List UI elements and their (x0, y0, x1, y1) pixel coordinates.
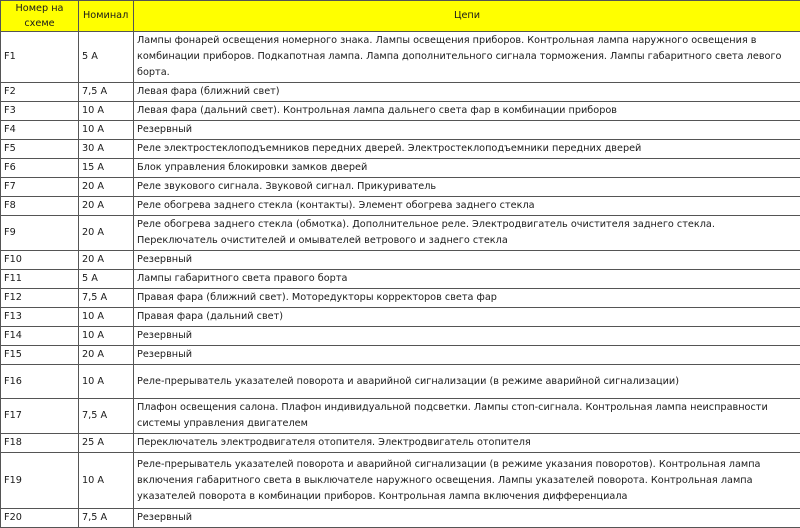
fuse-circuits: Реле обогрева заднего стекла (обмотка). Дополнительное реле. Электродвигатель очистителя заднего стекла. Переключатель очистителей и омывателей ветрового и заднего стекла (134, 216, 800, 251)
table-row (1, 509, 800, 528)
table-row (1, 121, 800, 140)
fuse-number: F2 (1, 83, 79, 102)
fuse-rating: 10 А (79, 121, 134, 140)
fuse-number: F8 (1, 197, 79, 216)
fuse-rating: 10 А (79, 327, 134, 346)
header-circuits: Цепи (134, 1, 800, 32)
fuse-circuits: Реле-прерыватель указателей поворота и аварийной сигнализации (в режиме аварийной сигнализации) (134, 365, 800, 399)
table-row (1, 289, 800, 308)
table-row (1, 434, 800, 453)
fuse-number: F19 (1, 453, 79, 509)
fuse-rating: 7,5 А (79, 509, 134, 528)
table-row (1, 453, 800, 509)
fuse-circuits: Реле-прерыватель указателей поворота и аварийной сигнализации (в режиме указания поворотов). Контрольная лампа включения габаритного света в выключателе наружного освещения. Лампы указателей поворота. Контрольная лампа указателей поворота в комбинации приборов. Контрольная лампа включения дифференциала (134, 453, 800, 509)
fuse-rating: 20 А (79, 346, 134, 365)
fuse-circuits: Плафон освещения салона. Плафон индивидуальной подсветки. Лампы стоп-сигнала. Контрольная лампа неисправности системы управления двигателем (134, 399, 800, 434)
table-row (1, 399, 800, 434)
table-row (1, 327, 800, 346)
fuse-circuits: Левая фара (ближний свет) (134, 83, 800, 102)
fuse-circuits: Левая фара (дальний свет). Контрольная лампа дальнего света фар в комбинации приборов (134, 102, 800, 121)
fuse-circuits: Переключатель электродвигателя отопителя. Электродвигатель отопителя (134, 434, 800, 453)
fuse-circuits: Реле электростеклоподъемников передних дверей. Электростеклоподъемники передних дверей (134, 140, 800, 159)
fuse-circuits: Резервный (134, 346, 800, 365)
fuse-number: F4 (1, 121, 79, 140)
table-row (1, 308, 800, 327)
table-row (1, 102, 800, 121)
header-row (1, 1, 800, 32)
table-row (1, 365, 800, 399)
fuse-rating: 30 А (79, 140, 134, 159)
fuse-rating: 20 А (79, 178, 134, 197)
table-row (1, 159, 800, 178)
table-row (1, 251, 800, 270)
table-row (1, 216, 800, 251)
fuse-circuits: Реле обогрева заднего стекла (контакты). Элемент обогрева заднего стекла (134, 197, 800, 216)
fuse-number: F17 (1, 399, 79, 434)
fuse-circuits: Лампы фонарей освещения номерного знака. Лампы освещения приборов. Контрольная лампа наружного освещения в комбинации приборов. Подкапотная лампа. Лампа дополнительного сигнала торможения. Лампы габаритного света левого борта. (134, 32, 800, 83)
fuse-rating: 10 А (79, 453, 134, 509)
fuse-circuits: Реле звукового сигнала. Звуковой сигнал. Прикуриватель (134, 178, 800, 197)
fuse-rating: 5 А (79, 32, 134, 83)
fuse-number: F15 (1, 346, 79, 365)
fuse-number: F14 (1, 327, 79, 346)
fuse-circuits: Правая фара (ближний свет). Моторедукторы корректоров света фар (134, 289, 800, 308)
fuse-rating: 20 А (79, 216, 134, 251)
fuse-number: F11 (1, 270, 79, 289)
fuse-number: F16 (1, 365, 79, 399)
fuse-rating: 7,5 А (79, 289, 134, 308)
table-row (1, 140, 800, 159)
fuse-circuits: Резервный (134, 509, 800, 528)
header-rating: Номинал (79, 1, 134, 32)
table-row (1, 32, 800, 83)
fuse-number: F6 (1, 159, 79, 178)
fuse-circuits: Резервный (134, 251, 800, 270)
fuse-rating: 10 А (79, 365, 134, 399)
fuse-number: F7 (1, 178, 79, 197)
fuse-rating: 5 А (79, 270, 134, 289)
fuse-rating: 7,5 А (79, 83, 134, 102)
table-row (1, 270, 800, 289)
fuse-rating: 10 А (79, 308, 134, 327)
fuse-circuits: Резервный (134, 327, 800, 346)
table-row (1, 178, 800, 197)
table-row (1, 197, 800, 216)
fuse-rating: 10 А (79, 102, 134, 121)
fuse-number: F9 (1, 216, 79, 251)
fuse-number: F12 (1, 289, 79, 308)
fuse-number: F13 (1, 308, 79, 327)
fuse-number: F3 (1, 102, 79, 121)
fuse-rating: 7,5 А (79, 399, 134, 434)
fuse-circuits: Блок управления блокировки замков дверей (134, 159, 800, 178)
fuse-circuits: Резервный (134, 121, 800, 140)
fuse-circuits: Правая фара (дальний свет) (134, 308, 800, 327)
header-number: Номер на схеме (1, 1, 79, 32)
fuse-rating: 25 А (79, 434, 134, 453)
fuse-rating: 15 А (79, 159, 134, 178)
fuse-number: F10 (1, 251, 79, 270)
fuse-number: F18 (1, 434, 79, 453)
fuse-number: F1 (1, 32, 79, 83)
fuse-circuits: Лампы габаритного света правого борта (134, 270, 800, 289)
table-row (1, 83, 800, 102)
fuse-number: F20 (1, 509, 79, 528)
table-row (1, 346, 800, 365)
fuse-rating: 20 А (79, 251, 134, 270)
fuse-number: F5 (1, 140, 79, 159)
fuse-rating: 20 А (79, 197, 134, 216)
